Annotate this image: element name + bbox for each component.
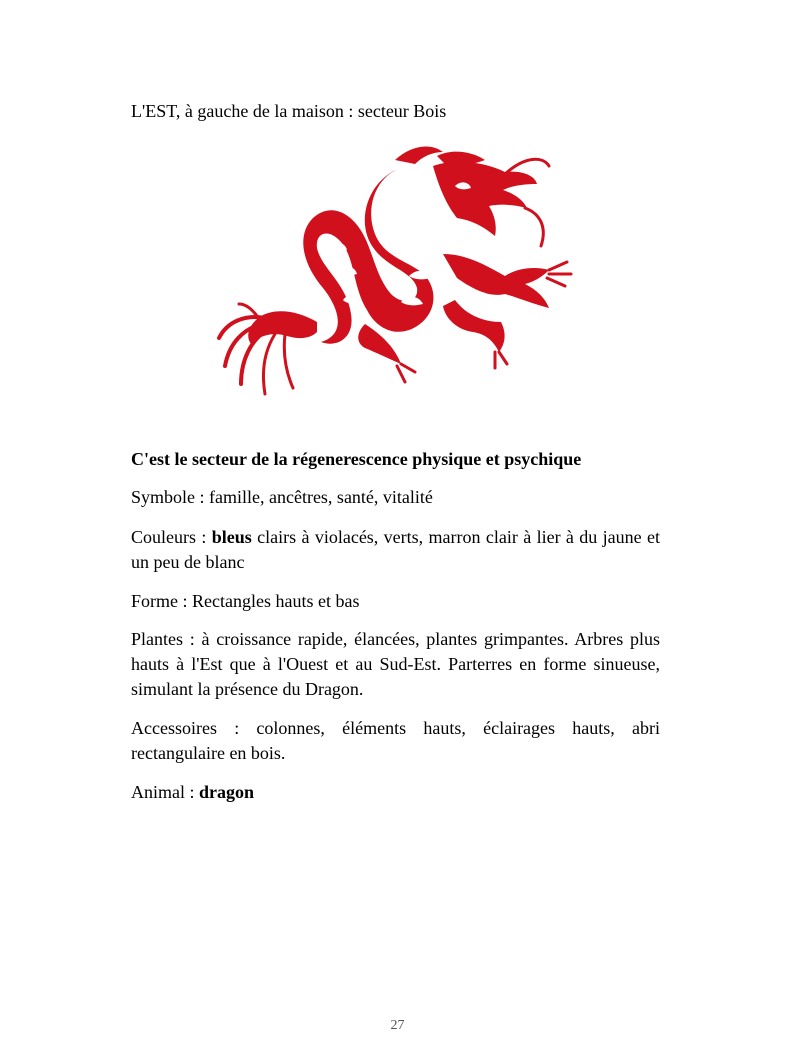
paragraph-forme: Forme : Rectangles hauts et bas [131, 591, 360, 611]
paragraph-symbole: Symbole : famille, ancêtres, santé, vitalité [131, 487, 433, 507]
couleurs-label: Couleurs : [131, 527, 212, 547]
paragraph-plantes: Plantes : à croissance rapide, élancées, plantes grimpantes. Arbres plus hauts à l'Est que à l'Ouest et au Sud-Est. Parterres en forme sinueuse, simulant la présence du Dragon. [131, 629, 660, 699]
couleurs-rest: clairs à violacés, verts, marron clair à lier à du jaune et un peu de blanc [131, 527, 660, 572]
section-title: C'est le secteur de la régenerescence physique et psychique [131, 449, 582, 469]
paragraph-couleurs [131, 525, 660, 575]
couleurs-bold: bleus [211, 527, 252, 547]
dragon-icon [205, 138, 590, 410]
animal-label: Animal : [131, 782, 199, 802]
animal-bold: dragon [199, 782, 255, 802]
paragraph-animal [131, 780, 660, 805]
page-number: 27 [390, 1018, 405, 1033]
paragraph-accessoires: Accessoires : colonnes, éléments hauts, éclairages hauts, abri rectangulaire en bois. [131, 718, 660, 763]
east-sector-heading: L'EST, à gauche de la maison : secteur Bois [131, 101, 447, 121]
